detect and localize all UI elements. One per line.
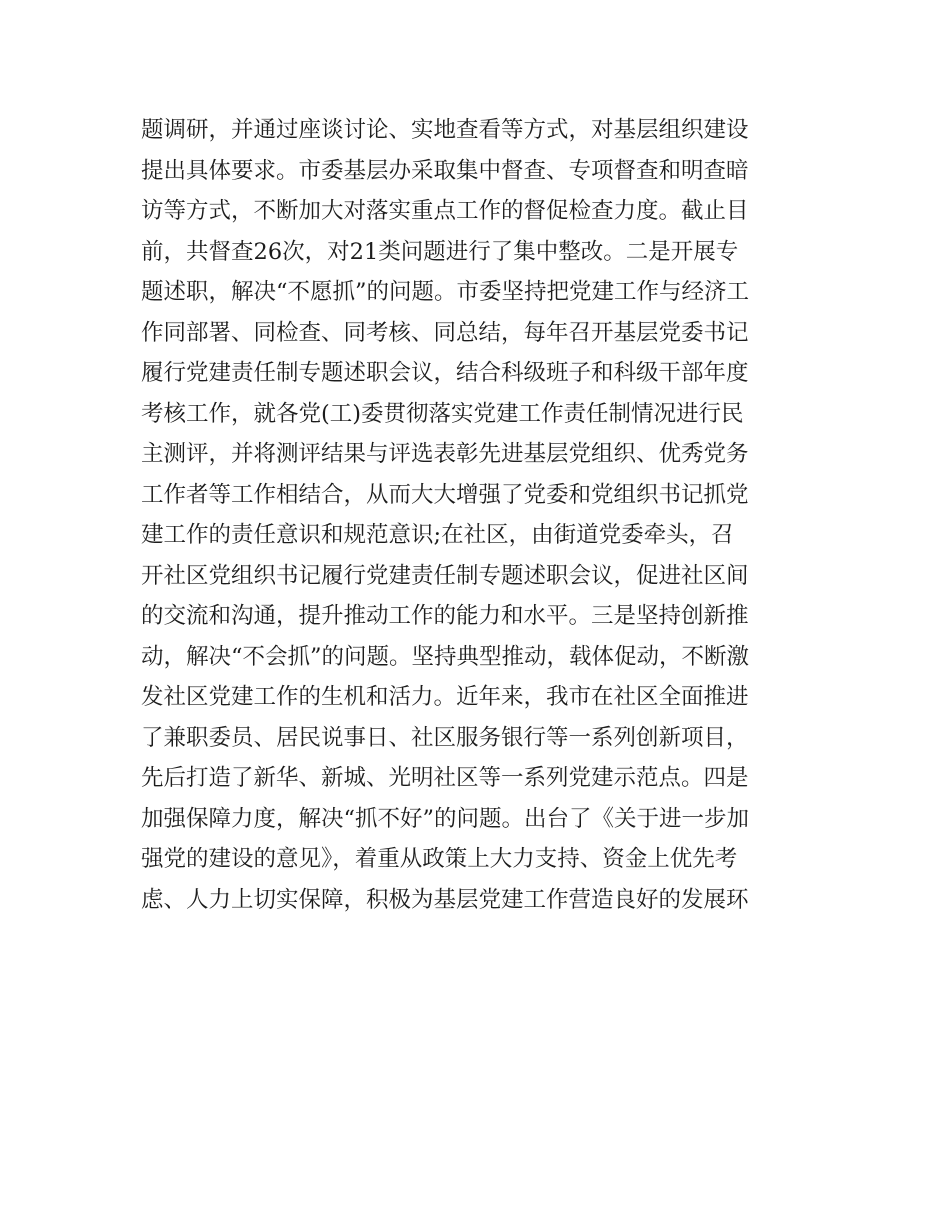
text-line: 建工作的责任意识和规范意识;在社区，由街道党委牵头，召 [141, 522, 734, 548]
text-line: 题述职，解决“不愿抓”的问题。市委坚持把党建工作与经济工 [141, 279, 750, 305]
text-line: 加强保障力度，解决“抓不好”的问题。出台了《关于进一步加 [141, 805, 750, 832]
text-line: 动，解决“不会抓”的问题。坚持典型推动，载体促动，不断激 [141, 643, 750, 670]
text-line: 前，共督查26次，对21类问题进行了集中整改。二是开展专 [141, 238, 739, 265]
text-line: 发社区党建工作的生机和活力。近年来，我市在社区全面推进 [141, 684, 749, 710]
text-line: 工作者等工作相结合，从而大大增强了党委和党组织书记抓党 [141, 481, 749, 508]
text-line: 题调研，并通过座谈讨论、实地查看等方式，对基层组织建设 [141, 117, 749, 143]
text-line: 访等方式，不断加大对落实重点工作的督促检查力度。截止目 [141, 198, 749, 224]
text-line: 先后打造了新华、新城、光明社区等一系列党建示范点。四是 [141, 765, 749, 791]
text-line: 开社区党组织书记履行党建责任制专题述职会议，促进社区间 [141, 562, 749, 589]
text-line: 了兼职委员、居民说事日、社区服务银行等一系列创新项目， [141, 724, 749, 751]
text-line: 强党的建设的意见》，着重从政策上大力支持、资金上优先考 [141, 846, 738, 872]
text-line: 作同部署、同检查、同考核、同总结，每年召开基层党委书记 [141, 319, 749, 346]
text-line: 主测评，并将测评结果与评选表彰先进基层党组织、优秀党务 [141, 441, 749, 467]
text-line: 提出具体要求。市委基层办采取集中督查、专项督查和明查暗 [141, 157, 749, 184]
text-line: 履行党建责任制专题述职会议，结合科级班子和科级干部年度 [141, 360, 749, 386]
body-text [141, 110, 821, 920]
text-line: 考核工作，就各党(工)委贯彻落实党建工作责任制情况进行民 [141, 400, 744, 427]
text-line: 的交流和沟通，提升推动工作的能力和水平。三是坚持创新推 [141, 603, 749, 629]
text-line: 虑、人力上切实保障，积极为基层党建工作营造良好的发展环 [141, 886, 749, 913]
